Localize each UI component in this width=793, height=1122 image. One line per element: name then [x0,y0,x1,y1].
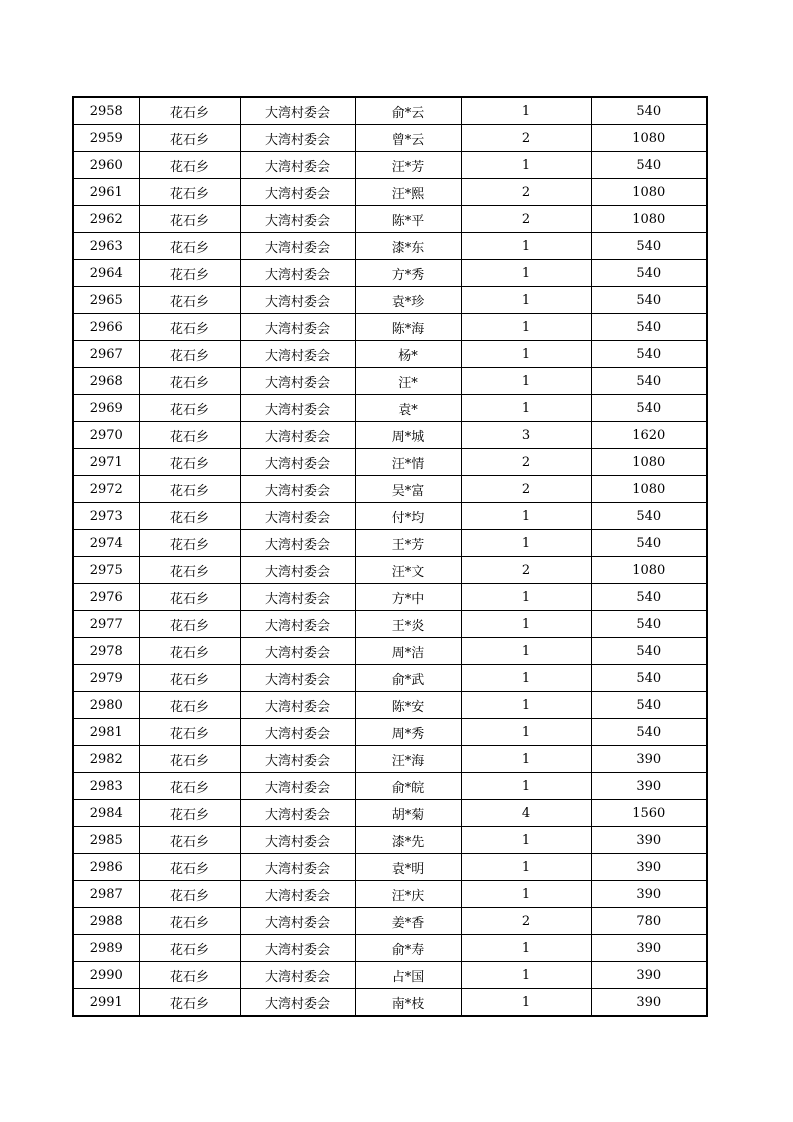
amount-cell: 540 [591,260,707,287]
count-cell: 1 [461,314,591,341]
serial-number-cell: 2978 [73,638,139,665]
serial-number-cell: 2968 [73,368,139,395]
count-cell: 1 [461,746,591,773]
name-cell: 付*均 [355,503,461,530]
township-cell: 花石乡 [139,584,240,611]
name-cell: 姜*香 [355,908,461,935]
amount-cell: 540 [591,341,707,368]
table-row [73,800,707,827]
village-committee-cell: 大湾村委会 [240,530,355,557]
township-cell: 花石乡 [139,206,240,233]
village-committee-cell: 大湾村委会 [240,881,355,908]
count-cell: 2 [461,179,591,206]
township-cell: 花石乡 [139,692,240,719]
count-cell: 1 [461,665,591,692]
table-row [73,449,707,476]
count-cell: 1 [461,584,591,611]
name-cell: 袁* [355,395,461,422]
amount-cell: 540 [591,719,707,746]
township-cell: 花石乡 [139,476,240,503]
amount-cell: 1080 [591,557,707,584]
village-committee-cell: 大湾村委会 [240,260,355,287]
amount-cell: 540 [591,584,707,611]
name-cell: 王*炎 [355,611,461,638]
table-row [73,638,707,665]
village-committee-cell: 大湾村委会 [240,179,355,206]
amount-cell: 540 [591,665,707,692]
table-row [73,611,707,638]
amount-cell: 540 [591,233,707,260]
name-cell: 汪* [355,368,461,395]
count-cell: 1 [461,989,591,1017]
village-committee-cell: 大湾村委会 [240,746,355,773]
township-cell: 花石乡 [139,746,240,773]
table-row [73,827,707,854]
serial-number-cell: 2972 [73,476,139,503]
village-committee-cell: 大湾村委会 [240,97,355,125]
table-row [73,908,707,935]
township-cell: 花石乡 [139,773,240,800]
village-committee-cell: 大湾村委会 [240,476,355,503]
serial-number-cell: 2989 [73,935,139,962]
township-cell: 花石乡 [139,881,240,908]
township-cell: 花石乡 [139,530,240,557]
count-cell: 1 [461,233,591,260]
serial-number-cell: 2965 [73,287,139,314]
amount-cell: 540 [591,368,707,395]
table-row [73,368,707,395]
village-committee-cell: 大湾村委会 [240,800,355,827]
name-cell: 漆*东 [355,233,461,260]
amount-cell: 540 [591,611,707,638]
table-row [73,152,707,179]
township-cell: 花石乡 [139,611,240,638]
village-committee-cell: 大湾村委会 [240,314,355,341]
village-committee-cell: 大湾村委会 [240,287,355,314]
count-cell: 4 [461,800,591,827]
serial-number-cell: 2986 [73,854,139,881]
township-cell: 花石乡 [139,179,240,206]
serial-number-cell: 2983 [73,773,139,800]
count-cell: 1 [461,530,591,557]
township-cell: 花石乡 [139,800,240,827]
village-committee-cell: 大湾村委会 [240,935,355,962]
amount-cell: 540 [591,395,707,422]
serial-number-cell: 2974 [73,530,139,557]
serial-number-cell: 2988 [73,908,139,935]
township-cell: 花石乡 [139,503,240,530]
amount-cell: 1080 [591,125,707,152]
village-committee-cell: 大湾村委会 [240,368,355,395]
township-cell: 花石乡 [139,962,240,989]
name-cell: 俞*寿 [355,935,461,962]
name-cell: 汪*芳 [355,152,461,179]
amount-cell: 540 [591,287,707,314]
serial-number-cell: 2977 [73,611,139,638]
township-cell: 花石乡 [139,287,240,314]
table-row [73,557,707,584]
township-cell: 花石乡 [139,989,240,1017]
serial-number-cell: 2971 [73,449,139,476]
amount-cell: 1080 [591,476,707,503]
village-committee-cell: 大湾村委会 [240,665,355,692]
table-row [73,989,707,1017]
table-row [73,746,707,773]
serial-number-cell: 2984 [73,800,139,827]
township-cell: 花石乡 [139,368,240,395]
table-row [73,314,707,341]
count-cell: 2 [461,908,591,935]
serial-number-cell: 2966 [73,314,139,341]
name-cell: 漆*先 [355,827,461,854]
village-committee-cell: 大湾村委会 [240,962,355,989]
name-cell: 陈*安 [355,692,461,719]
count-cell: 1 [461,152,591,179]
name-cell: 俞*武 [355,665,461,692]
village-committee-cell: 大湾村委会 [240,206,355,233]
table-row [73,584,707,611]
serial-number-cell: 2985 [73,827,139,854]
count-cell: 2 [461,449,591,476]
name-cell: 王*芳 [355,530,461,557]
amount-cell: 390 [591,989,707,1017]
township-cell: 花石乡 [139,719,240,746]
count-cell: 1 [461,827,591,854]
township-cell: 花石乡 [139,260,240,287]
township-cell: 花石乡 [139,395,240,422]
table-row [73,206,707,233]
count-cell: 1 [461,368,591,395]
village-committee-cell: 大湾村委会 [240,827,355,854]
count-cell: 1 [461,638,591,665]
amount-cell: 390 [591,881,707,908]
name-cell: 汪*海 [355,746,461,773]
name-cell: 杨* [355,341,461,368]
township-cell: 花石乡 [139,233,240,260]
count-cell: 1 [461,962,591,989]
village-committee-cell: 大湾村委会 [240,395,355,422]
serial-number-cell: 2967 [73,341,139,368]
village-committee-cell: 大湾村委会 [240,908,355,935]
table-row [73,935,707,962]
table-row [73,881,707,908]
village-committee-cell: 大湾村委会 [240,233,355,260]
table-row [73,287,707,314]
table-row [73,179,707,206]
serial-number-cell: 2958 [73,97,139,125]
name-cell: 周*秀 [355,719,461,746]
count-cell: 2 [461,206,591,233]
amount-cell: 780 [591,908,707,935]
name-cell: 陈*平 [355,206,461,233]
count-cell: 1 [461,854,591,881]
name-cell: 胡*菊 [355,800,461,827]
amount-cell: 540 [591,503,707,530]
count-cell: 2 [461,557,591,584]
serial-number-cell: 2990 [73,962,139,989]
township-cell: 花石乡 [139,152,240,179]
serial-number-cell: 2979 [73,665,139,692]
count-cell: 1 [461,611,591,638]
serial-number-cell: 2975 [73,557,139,584]
amount-cell: 540 [591,152,707,179]
count-cell: 1 [461,287,591,314]
count-cell: 1 [461,503,591,530]
table-row [73,854,707,881]
village-committee-cell: 大湾村委会 [240,638,355,665]
serial-number-cell: 2963 [73,233,139,260]
township-cell: 花石乡 [139,449,240,476]
name-cell: 周*洁 [355,638,461,665]
village-committee-cell: 大湾村委会 [240,773,355,800]
count-cell: 2 [461,125,591,152]
name-cell: 俞*云 [355,97,461,125]
township-cell: 花石乡 [139,125,240,152]
amount-cell: 540 [591,530,707,557]
village-committee-cell: 大湾村委会 [240,692,355,719]
village-committee-cell: 大湾村委会 [240,584,355,611]
village-committee-cell: 大湾村委会 [240,989,355,1017]
amount-cell: 540 [591,314,707,341]
count-cell: 1 [461,395,591,422]
name-cell: 方*秀 [355,260,461,287]
serial-number-cell: 2970 [73,422,139,449]
name-cell: 袁*珍 [355,287,461,314]
count-cell: 1 [461,692,591,719]
township-cell: 花石乡 [139,854,240,881]
amount-cell: 1620 [591,422,707,449]
village-committee-cell: 大湾村委会 [240,503,355,530]
village-committee-cell: 大湾村委会 [240,152,355,179]
amount-cell: 390 [591,935,707,962]
township-cell: 花石乡 [139,557,240,584]
table-row [73,773,707,800]
name-cell: 汪*情 [355,449,461,476]
amount-cell: 390 [591,962,707,989]
name-cell: 袁*明 [355,854,461,881]
serial-number-cell: 2961 [73,179,139,206]
table-row [73,341,707,368]
amount-cell: 1080 [591,449,707,476]
serial-number-cell: 2959 [73,125,139,152]
township-cell: 花石乡 [139,341,240,368]
table-row [73,395,707,422]
table-row [73,665,707,692]
amount-cell: 390 [591,827,707,854]
serial-number-cell: 2987 [73,881,139,908]
amount-cell: 1080 [591,206,707,233]
name-cell: 周*城 [355,422,461,449]
township-cell: 花石乡 [139,638,240,665]
table-row [73,260,707,287]
amount-cell: 540 [591,638,707,665]
name-cell: 汪*文 [355,557,461,584]
name-cell: 汪*庆 [355,881,461,908]
name-cell: 南*枝 [355,989,461,1017]
village-committee-cell: 大湾村委会 [240,422,355,449]
table-row [73,422,707,449]
serial-number-cell: 2973 [73,503,139,530]
count-cell: 1 [461,97,591,125]
table-row [73,719,707,746]
count-cell: 1 [461,260,591,287]
township-cell: 花石乡 [139,908,240,935]
name-cell: 俞*皖 [355,773,461,800]
township-cell: 花石乡 [139,422,240,449]
amount-cell: 390 [591,773,707,800]
township-cell: 花石乡 [139,935,240,962]
village-committee-cell: 大湾村委会 [240,611,355,638]
serial-number-cell: 2964 [73,260,139,287]
amount-cell: 540 [591,692,707,719]
township-cell: 花石乡 [139,314,240,341]
township-cell: 花石乡 [139,827,240,854]
name-cell: 方*中 [355,584,461,611]
amount-cell: 540 [591,97,707,125]
serial-number-cell: 2981 [73,719,139,746]
count-cell: 3 [461,422,591,449]
table-row [73,503,707,530]
village-committee-cell: 大湾村委会 [240,125,355,152]
name-cell: 曾*云 [355,125,461,152]
serial-number-cell: 2969 [73,395,139,422]
table-row [73,125,707,152]
serial-number-cell: 2976 [73,584,139,611]
name-cell: 吴*富 [355,476,461,503]
village-committee-cell: 大湾村委会 [240,341,355,368]
table-row [73,476,707,503]
table-body [73,97,707,1016]
table-row [73,97,707,125]
serial-number-cell: 2980 [73,692,139,719]
count-cell: 1 [461,773,591,800]
village-committee-cell: 大湾村委会 [240,854,355,881]
count-cell: 2 [461,476,591,503]
table-row [73,692,707,719]
township-cell: 花石乡 [139,665,240,692]
name-cell: 汪*熙 [355,179,461,206]
amount-cell: 1080 [591,179,707,206]
count-cell: 1 [461,719,591,746]
data-table [72,96,708,1017]
village-committee-cell: 大湾村委会 [240,449,355,476]
name-cell: 占*国 [355,962,461,989]
amount-cell: 1560 [591,800,707,827]
count-cell: 1 [461,935,591,962]
count-cell: 1 [461,341,591,368]
name-cell: 陈*海 [355,314,461,341]
count-cell: 1 [461,881,591,908]
serial-number-cell: 2962 [73,206,139,233]
serial-number-cell: 2960 [73,152,139,179]
amount-cell: 390 [591,746,707,773]
amount-cell: 390 [591,854,707,881]
township-cell: 花石乡 [139,97,240,125]
village-committee-cell: 大湾村委会 [240,719,355,746]
serial-number-cell: 2982 [73,746,139,773]
table-row [73,962,707,989]
table-row [73,233,707,260]
serial-number-cell: 2991 [73,989,139,1017]
table-row [73,530,707,557]
village-committee-cell: 大湾村委会 [240,557,355,584]
